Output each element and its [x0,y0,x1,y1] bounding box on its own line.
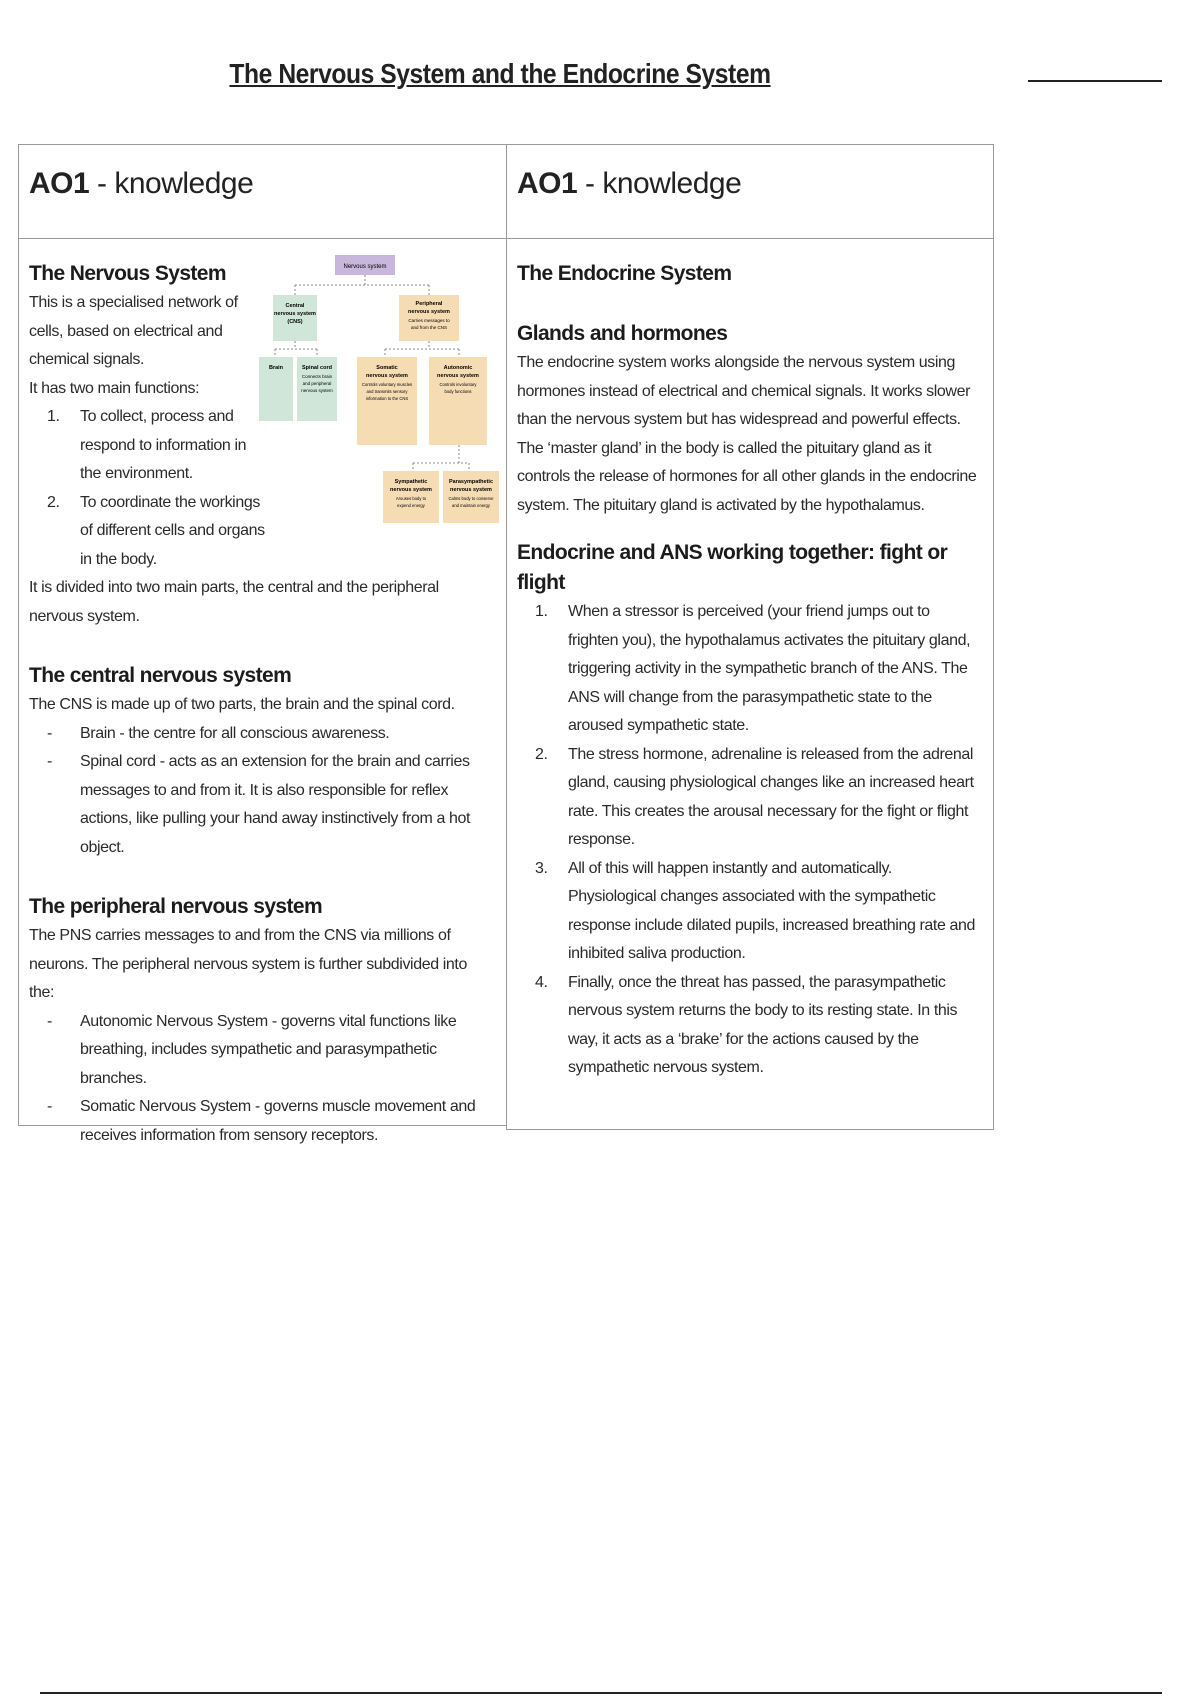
list-text: To coordinate the workings of different cells and organs in the body. [80,493,265,568]
cns-intro: The CNS is made up of two parts, the brain and the spinal cord. [29,696,455,713]
diagram-autonomic-label: Autonomic [443,365,473,371]
right-head-rest: - knowledge [577,167,742,200]
diagram-spinal-label: nervous system [301,388,333,393]
diagram-autonomic-label: nervous system [437,373,479,379]
nervous-system-diagram [259,249,499,579]
left-head-bold: AO1 [29,167,90,200]
diagram-somatic-label: and transmits sensory [366,389,408,394]
right-panel-body [507,239,993,1083]
list-marker: 1. [47,408,60,425]
diagram-somatic-label: Somatic [376,365,398,371]
diagram-somatic-label: Controls voluntary muscles [361,382,413,387]
list-item [29,1008,494,1094]
list-text: Spinal cord - acts as an extension for the brain and carries messages to and from it. It is also responsible for reflex actions, like pulling your hand away instinctively from a hot object. [80,753,471,856]
list-item [517,969,981,1083]
list-marker: - [47,1098,52,1115]
list-marker: 2. [535,745,548,763]
ns-intro: This is a specialised network of cells, based on electrical and chemical signals. [29,294,238,368]
ns-functions-lead: It has two main functions: [29,379,200,397]
list-text: To collect, process and respond to information in the environment. [80,408,247,482]
diagram-svg [259,249,499,579]
diagram-autonomic-label: Controls involuntary [439,382,477,387]
pns-heading: The peripheral nervous system [29,895,323,918]
diagram-root-label: Nervous system [343,264,387,270]
diagram-spinal-label: and peripheral [302,381,332,386]
list-item [517,855,981,969]
list-text: Brain - the centre for all conscious awareness. [80,724,390,742]
list-text: Somatic Nervous System - governs muscle movement and receives information from sensory receptors. [80,1098,476,1144]
list-marker: - [47,724,52,742]
list-text: The stress hormone, adrenaline is released from the adrenal gland, causing physiological changes like an increased heart rate. This creates the arousal necessary for the fight or flight response. [568,745,974,848]
diagram-cns-label: (CNS) [287,319,303,325]
right-panel-header [507,145,993,239]
diagram-pns-label: Peripheral [415,301,443,307]
diagram-sympathetic-label: expend energy [397,503,425,508]
list-marker: 1. [535,603,548,620]
pns-list [29,1008,494,1151]
list-item [517,741,981,855]
list-marker: - [47,753,52,770]
fight-flight-heading: Endocrine and ANS working together: fight or flight [517,541,948,594]
list-marker: 2. [47,493,60,511]
page-title: The Nervous System and the Endocrine System [229,58,771,89]
list-marker: 4. [535,973,548,991]
list-item [29,1093,494,1150]
list-item [29,403,265,489]
diagram-parasympathetic-label: Calms body to conserve [448,496,494,501]
glands-paragraph-2: The ‘master gland’ in the body is called the pituitary gland as it controls the release of hormones for all other glands in the endocrine system. The pituitary gland is activated by the hypothalamus. [517,439,977,514]
diagram-pns-label: and from the CNS [410,325,448,330]
list-item [29,489,265,575]
diagram-parasympathetic-label: Parasympathetic [448,479,494,485]
diagram-sympathetic-label: Sympathetic [394,479,428,485]
list-item [517,598,981,741]
diagram-cns-box [273,295,317,341]
nervous-system-panel [18,144,507,1144]
diagram-autonomic-label: body functions [444,389,472,394]
endocrine-system-panel [506,144,994,1130]
header-rule [1028,80,1162,82]
ns-heading: The Nervous System [29,262,226,285]
list-text: Autonomic Nervous System - governs vital functions like breathing, includes sympathetic and parasympathetic branches. [80,1012,457,1087]
diagram-parasympathetic-label: nervous system [450,487,492,493]
diagram-sympathetic-label: nervous system [390,487,432,493]
list-text: Finally, once the threat has passed, the parasympathetic nervous system returns the body to its resting state. In this way, it acts as a ‘brake’ for the actions caused by the sympathetic nervous system. [568,973,958,1076]
list-text: When a stressor is perceived (your friend jumps out to frighten you), the hypothalamus activates the pituitary gland, triggering activity in the sympathetic branch of the ANS. The ANS will change from the parasympathetic state to the aroused sympathetic state. [568,603,971,734]
list-marker: 3. [535,859,548,877]
cns-heading: The central nervous system [29,664,292,687]
list-text: All of this will happen instantly and automatically. Physiological changes associated with the sympathetic response include dilated pupils, increased breathing rate and inhibited saliva production. [568,859,975,962]
left-panel-header [19,145,506,239]
diagram-brain-label: Brain [268,365,284,371]
pns-intro: The PNS carries messages to and from the CNS via millions of neurons. The peripheral nervous system is further subdivided into the: [29,927,467,1001]
diagram-spinal-label: Connects brain [301,374,333,379]
ns-divided: It is divided into two main parts, the central and the peripheral nervous system. [29,579,439,625]
diagram-cns-label: Central [285,303,305,309]
diagram-pns-label: nervous system [408,309,450,315]
diagram-somatic-label: nervous system [366,373,408,379]
list-item [29,720,494,749]
left-head-rest: - knowledge [89,167,254,200]
cns-list [29,720,494,863]
es-heading: The Endocrine System [517,262,732,285]
diagram-cns-label: nervous system [274,311,316,317]
diagram-somatic-label: information to the CNS [365,396,409,401]
footer-rule [40,1692,1162,1694]
list-marker: - [47,1012,52,1030]
diagram-spinal-label: Spinal cord [302,365,332,371]
right-head-bold: AO1 [517,167,578,200]
diagram-parasympathetic-label: and maintain energy [452,503,490,508]
diagram-pns-label: Carries messages to [408,318,450,323]
list-item [29,748,494,862]
glands-paragraph-1: The endocrine system works alongside the nervous system using hormones instead of electrical and chemical signals. It works slower than the nervous system but has widespread and powerful effects. [517,354,971,428]
fight-flight-list [517,598,981,1083]
glands-heading: Glands and hormones [517,322,728,345]
diagram-sympathetic-label: Arouses body to [395,496,427,501]
